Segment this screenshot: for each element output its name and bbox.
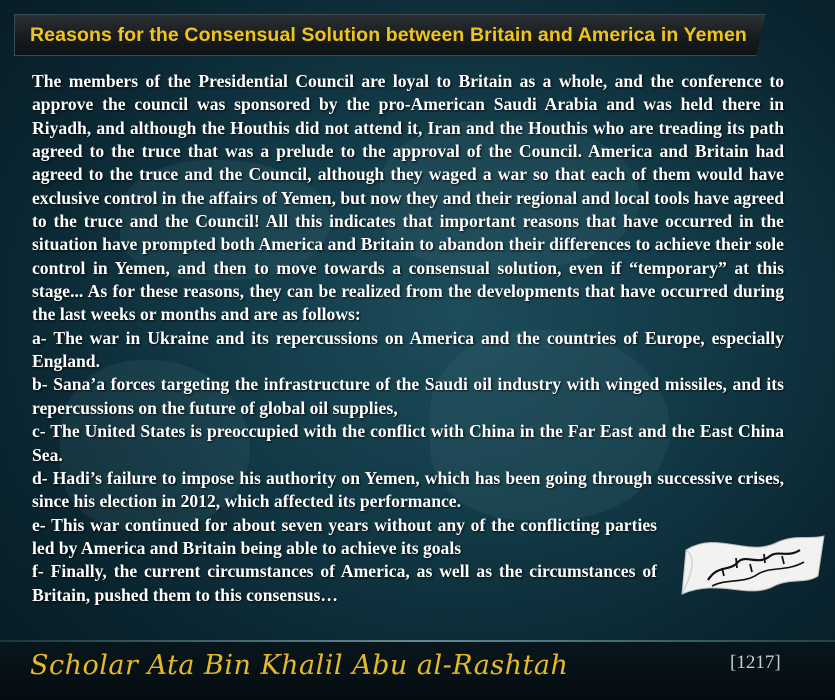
reason-item-c: c- The United States is preoccupied with the conflict with China in the Far East and the East China Sea. xyxy=(32,421,784,465)
page-title: Reasons for the Consensual Solution between Britain and America in Yemen xyxy=(30,24,747,46)
author-signature: Scholar Ata Bin Khalil Abu al-Rashtah xyxy=(30,650,569,681)
article-body xyxy=(32,70,784,607)
intro-paragraph: The members of the Presidential Council are loyal to Britain as a whole, and the conference to approve the council was sponsored by the pro-American Saudi Arabia and was held there in Riyadh, and although the Houthis did not attend it, Iran and the Houthis who are treading its path agreed to the truce that was a prelude to the approval of the Council. America and Britain had agreed to the truce and the Council, although they waged a war so that each of them would have exclusive control in the affairs of Yemen, but now they and their regional and local tools have agreed to the truce and the Council! All this indicates that important reasons that have occurred in the situation have prompted both America and Britain to abandon their differences to achieve their sole control in Yemen, and then to move towards a consensual solution, even if “temporary” at this stage... As for these reasons, they can be realized from the developments that have occurred during the last weeks or months and are as follows: xyxy=(32,71,784,325)
white-flag-icon xyxy=(678,528,828,620)
reason-item-e: e- This war continued for about seven years without any of the conflicting parties led by America and Britain being able to achieve its goals xyxy=(32,514,657,558)
reason-item-f: f- Finally, the current circumstances of America, as well as the circumstances of Britain, pushed them to this consensus… xyxy=(32,561,657,605)
reason-item-a: a- The war in Ukraine and its repercussions on America and the countries of Europe, especially England. xyxy=(32,327,784,372)
issue-number: [1217] xyxy=(730,652,781,673)
reason-item-b: b- Sana’a forces targeting the infrastructure of the Saudi oil industry with winged missiles, and its repercussions on the future of global oil supplies, xyxy=(32,374,784,418)
reason-item-d: d- Hadi’s failure to impose his authority on Yemen, which has been going through successive crises, since his election in 2012, which affected its performance. xyxy=(32,467,784,512)
